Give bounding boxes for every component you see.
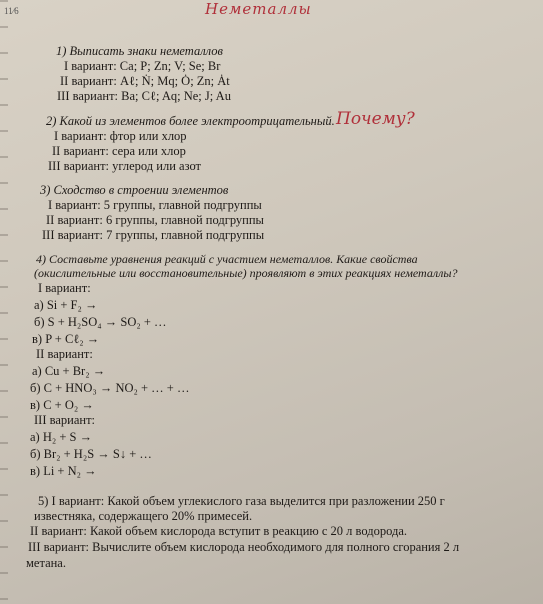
q4-v1-c: в) P + Cℓ₂ → (32, 332, 100, 346)
q3-variant-3: III вариант: 7 группы, главной подгруппы (42, 228, 265, 242)
q2-variant-3: III вариант: углерод или азот (48, 159, 201, 173)
q3-variant-1: I вариант: 5 группы, главной подгруппы (48, 198, 262, 212)
q5-line-4: III вариант: Вычислите объем кислорода необходимого для полного сгорания 2 л (28, 540, 460, 554)
corner-mark: 11⁄6 (4, 6, 19, 16)
q4-v3-a: а) H₂ + S → (30, 430, 93, 444)
q2-title: 2) Какой из элементов более электроотрицательный. (46, 114, 335, 128)
q4-v1-a: а) Si + F₂ → (34, 298, 98, 312)
q4-variant-1: I вариант: (38, 281, 91, 295)
q2-variant-1: I вариант: фтор или хлор (54, 129, 187, 143)
q1-title: 1) Выписать знаки неметаллов (56, 44, 223, 58)
q4-title-line-2: (окислительные или восстановительные) проявляют в этих реакциях неметаллы? (34, 266, 458, 280)
q5-line-2: известняка, содержащего 20% примесей. (34, 509, 253, 523)
q5-line-1: 5) I вариант: Какой объем углекислого газа выделится при разложении 250 г (38, 494, 445, 508)
q1-variant-3: III вариант: Ba; Cℓ; Aq; Ne; J; Au (57, 89, 231, 103)
q4-v2-a: а) Cu + Br₂ → (32, 364, 106, 378)
q4-v3-c: в) Li + N₂ → (30, 464, 97, 478)
q4-v2-c: в) C + O₂ → (30, 398, 94, 412)
binder-edge (0, 0, 8, 604)
q4-title-line-1: 4) Составьте уравнения реакций с участием неметаллов. Какие свойства (36, 252, 418, 266)
q1-variant-2: II вариант: Aℓ; Ṅ; Mq; Ȯ; Zn; Ȧt (60, 74, 230, 88)
q5-line-5: метана. (26, 556, 66, 570)
q1-variant-1: I вариант: Ca; P; Zn; V; Se; Br (64, 59, 221, 73)
q4-v1-b: б) S + H₂SO₄ → SO₂ + … (34, 315, 167, 329)
q4-variant-3: III вариант: (34, 413, 96, 427)
q4-v2-b: б) C + HNO₃ → NO₂ + … + … (30, 381, 190, 395)
q5-line-3: II вариант: Какой объем кислорода вступит в реакцию с 20 л водорода. (30, 524, 407, 538)
q3-variant-2: II вариант: 6 группы, главной подгруппы (46, 213, 264, 227)
handwritten-note: Почему? (336, 109, 415, 129)
q4-variant-2: II вариант: (36, 347, 93, 361)
q2-variant-2: II вариант: сера или хлор (52, 144, 186, 158)
q3-title: 3) Сходство в строении элементов (40, 183, 229, 197)
q4-v3-b: б) Br₂ + H₂S → S↓ + … (30, 447, 152, 461)
handwritten-title: Неметаллы (205, 0, 312, 18)
